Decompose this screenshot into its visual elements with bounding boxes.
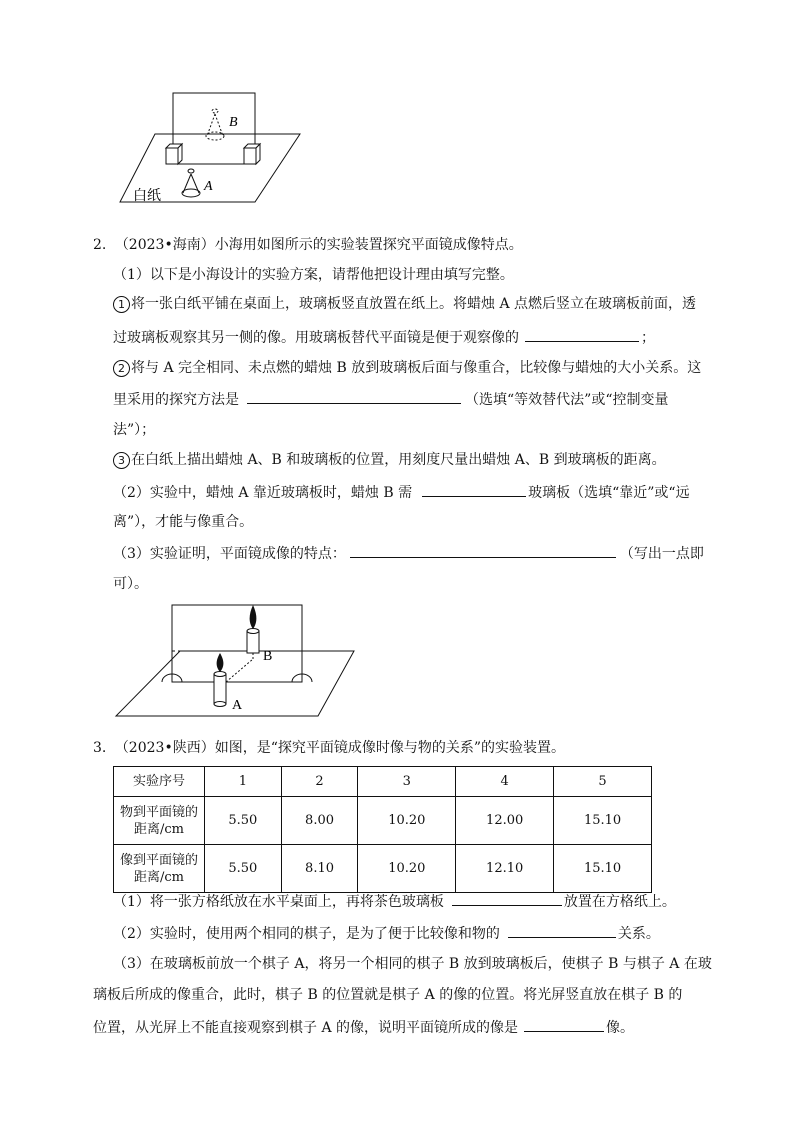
q2-blank-4[interactable]	[350, 543, 616, 558]
row2-label-b: 距离/cm	[134, 869, 184, 885]
table-header-row	[114, 767, 652, 797]
row2-cell: 5.50	[205, 845, 282, 893]
q3-part3-line2: 璃板后所成的像重合，此时，棋子 B 的位置就是棋子 A 的像的位置。将光屏竖直放在棋子 B 的	[93, 987, 683, 1003]
table-row-image-distance	[114, 845, 652, 893]
row2-cell: 12.10	[456, 845, 554, 893]
q2-step1-line1	[113, 294, 696, 314]
label-candle-a: A	[232, 698, 243, 713]
q2-step1-line2	[113, 327, 655, 348]
row1-cell: 15.10	[554, 797, 652, 845]
q2-part3-text-a: （3）实验证明，平面镜成像的特点：	[113, 546, 346, 562]
row2-cell: 8.10	[281, 845, 358, 893]
q3-stem: 如图，是“探究平面镜成像时像与物的关系”的实验装置。	[214, 740, 566, 756]
glass-plate	[173, 93, 255, 164]
q2-stem: 小海用如图所示的实验装置探究平面镜成像特点。	[214, 237, 523, 253]
q3-header	[93, 738, 565, 758]
candle-b	[247, 605, 259, 653]
q2-blank-3[interactable]	[422, 482, 526, 497]
figure-2-setup	[112, 602, 362, 720]
q3-blank-2[interactable]	[508, 923, 616, 938]
row1-label-b: 距离/cm	[134, 821, 184, 837]
q2-part2-text-a: （2）实验中，蜡烛 A 靠近玻璃板时，蜡烛 B 需	[113, 485, 413, 501]
q2-step3-text-a: 在白纸上描出蜡烛 A、B 和玻璃板的位置，用刻度尺量出蜡烛 A、B 到玻璃板的距离。	[131, 452, 666, 468]
row2-label-a: 像到平面镜的	[119, 852, 198, 868]
candle-a	[182, 169, 200, 197]
table-col-3: 3	[358, 767, 456, 797]
row1-label	[114, 797, 205, 845]
q2-part3-line1	[113, 543, 704, 564]
q2-part2-line1	[113, 482, 690, 503]
step-3-marker: 3	[113, 452, 130, 469]
q3-part3-text-c: 位置，从光屏上不能直接观察到棋子 A 的像，说明平面镜所成的像是	[93, 1020, 519, 1036]
q3-data-table	[113, 766, 652, 893]
row1-cell: 8.00	[281, 797, 358, 845]
q3-part1-text-a: （1）将一张方格纸放在水平桌面上，再将茶色玻璃板	[113, 894, 444, 910]
table-row-object-distance	[114, 797, 652, 845]
right-support-block	[244, 144, 260, 164]
step-2-marker: 2	[113, 360, 130, 377]
q3-part2	[113, 923, 660, 944]
q2-blank-2[interactable]	[247, 389, 461, 404]
q2-step1-text-a: 将一张白纸平铺在桌面上，玻璃板竖直放置在纸上。将蜡烛 A 点燃后竖立在玻璃板前面，透	[131, 296, 697, 312]
q3-part1-text-a2: 放置在方格纸上。	[563, 894, 676, 910]
table-header-label: 实验序号	[114, 767, 205, 797]
step-1-marker: 1	[113, 296, 130, 313]
q3-part1	[113, 891, 676, 912]
q3-number: 3.	[93, 740, 107, 756]
table-col-1: 1	[205, 767, 282, 797]
table-col-2: 2	[281, 767, 358, 797]
q2-step2-text-b: 里采用的探究方法是	[113, 392, 239, 408]
q2-part2-line2: 离”），才能与像重合。	[113, 514, 254, 530]
q3-part3-text-c2: 像。	[606, 1020, 635, 1036]
label-white-paper: 白纸	[133, 189, 161, 204]
q2-number: 2.	[93, 237, 107, 253]
candle-a	[214, 653, 226, 707]
q2-part3-text-a2: （写出一点即	[619, 546, 704, 562]
row2-label	[114, 845, 205, 893]
label-candle-b: B	[263, 649, 273, 664]
q2-header	[93, 235, 523, 255]
q3-blank-1[interactable]	[452, 891, 562, 906]
q3-part3-line1: （3）在玻璃板前放一个棋子 A，将另一个相同的棋子 B 放到玻璃板后，使棋子 B 与棋子 A 在玻	[113, 956, 712, 972]
q3-part3-line3	[93, 1017, 634, 1038]
q2-step1-text-b: 过玻璃板观察其另一侧的像。用玻璃板替代平面镜是便于观察像的	[113, 330, 519, 346]
q2-part1-intro: （1）以下是小海设计的实验方案，请帮他把设计理由填写完整。	[113, 267, 514, 283]
figure-1-setup	[110, 90, 310, 208]
table-col-5: 5	[554, 767, 652, 797]
q2-part3-line2: 可）。	[113, 576, 148, 592]
q2-step3-line1	[113, 450, 666, 470]
candle-b-image	[206, 109, 224, 140]
label-candle-a: A	[204, 179, 213, 194]
q3-part2-text-a: （2）实验时，使用两个相同的棋子，是为了便于比较像和物的	[113, 926, 500, 942]
q2-source: （2023•海南）	[114, 237, 215, 253]
row1-cell: 5.50	[205, 797, 282, 845]
q2-step2-line1	[113, 358, 701, 378]
row1-cell: 10.20	[358, 797, 456, 845]
q3-blank-3[interactable]	[524, 1017, 604, 1032]
row1-label-a: 物到平面镜的	[119, 804, 198, 820]
q2-step1-end: ；	[641, 330, 655, 346]
q3-source: （2023•陕西）	[114, 740, 215, 756]
row2-cell: 15.10	[554, 845, 652, 893]
q2-step2-text-b2: （选填“等效替代法”或“控制变量	[465, 392, 669, 408]
q3-part2-text-a2: 关系。	[617, 926, 660, 942]
glass-plate	[172, 605, 302, 682]
q2-step2-line2	[113, 389, 668, 410]
row1-cell: 12.00	[456, 797, 554, 845]
q2-step2-text-a: 将与 A 完全相同、未点燃的蜡烛 B 放到玻璃板后面与像重合，比较像与蜡烛的大小关系。这	[131, 360, 702, 376]
q2-blank-1[interactable]	[525, 327, 639, 342]
q2-step2-line3: 法”）；	[113, 422, 156, 438]
table-col-4: 4	[456, 767, 554, 797]
row2-cell: 10.20	[358, 845, 456, 893]
label-candle-b: B	[229, 115, 238, 130]
q2-part2-text-a2: 玻璃板（选填“靠近”或“远	[528, 485, 690, 501]
left-support-block	[166, 144, 182, 164]
